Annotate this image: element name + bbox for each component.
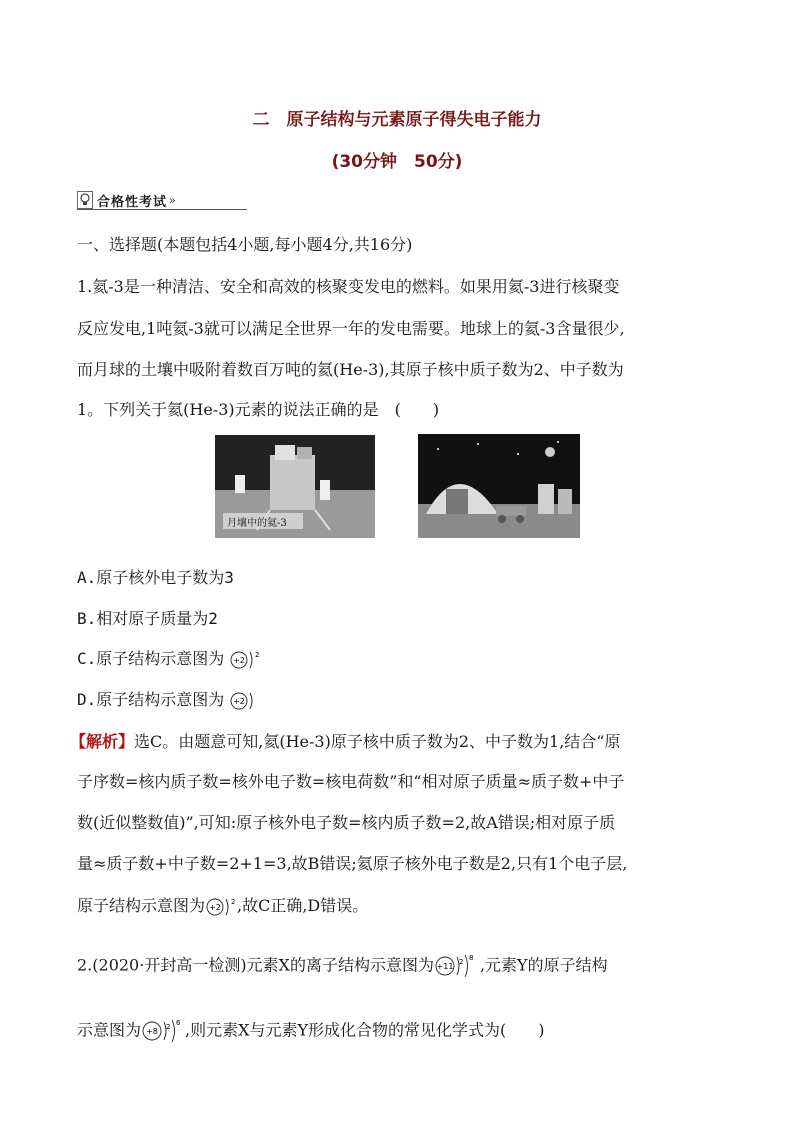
helium-atom-diagram-d xyxy=(229,689,259,713)
sodium-ion-diagram xyxy=(434,950,480,982)
x-nucleus: +11 xyxy=(436,962,454,971)
diagram-analysis-nucleus: +2 xyxy=(209,902,221,912)
helium-atom-diagram-analysis xyxy=(205,895,237,919)
exam-tag xyxy=(77,190,176,210)
analysis-line-4: 量≈质子数+中子数=2+1=3,故B错误;氦原子核外电子数是2,只有1个电子层, xyxy=(77,854,628,873)
lunar-lander-photo xyxy=(215,435,375,538)
option-c-text: C.原子结构示意图为 xyxy=(77,649,225,668)
diagram-analysis-electrons: 2 xyxy=(231,897,236,906)
time-score: (30分钟 50分) xyxy=(331,152,463,172)
q2-text-1a: 2.(2020·开封高一检测)元素X的离子结构示意图为 xyxy=(77,955,434,975)
photo-caption: 月壤中的氦-3 xyxy=(227,518,287,529)
q1-line-3: 而月球的土壤中吸附着数百万吨的氦(He-3),其原子核中质子数为2、中子数为 xyxy=(77,360,624,379)
part-heading: 一、选择题(本题包括4小题,每小题4分,共16分) xyxy=(77,235,413,254)
oxygen-atom-diagram xyxy=(141,1015,185,1047)
lightbulb-icon xyxy=(77,191,93,209)
option-b: B.相对原子质量为2 xyxy=(77,609,218,628)
option-d-text: D.原子结构示意图为 xyxy=(77,690,225,709)
q2-text-1b: ,元素Y的原子结构 xyxy=(479,955,608,975)
q2-text-2b: ,则元素X与元素Y形成化合物的常见化学式为( ) xyxy=(185,1020,545,1040)
option-c xyxy=(77,646,261,672)
q1-line-2: 反应发电,1吨氦-3就可以满足全世界一年的发电需要。地球上的氦-3含量很少, xyxy=(77,319,625,338)
q1-line-1: 1.氦-3是一种清洁、安全和高效的核聚变发电的燃料。如果用氦-3进行核聚变 xyxy=(77,277,620,296)
q1-line-4: 1。下列关于氦(He-3)元素的说法正确的是 ( ) xyxy=(77,400,440,419)
diagram-c-electrons: 2 xyxy=(255,650,260,659)
analysis-text-5b: ,故C正确,D错误。 xyxy=(237,896,369,915)
moon-base-photo xyxy=(418,434,580,538)
x-shell-2: 8 xyxy=(468,954,474,962)
x-shell-1: 2 xyxy=(458,958,464,966)
y-nucleus: +8 xyxy=(146,1027,158,1036)
option-d xyxy=(77,687,259,713)
q2-text-2a: 示意图为 xyxy=(77,1020,142,1040)
diagram-c-nucleus: +2 xyxy=(233,655,246,665)
analysis-text-1: 选C。由题意可知,氦(He-3)原子核中质子数为2、中子数为1,结合“原 xyxy=(134,732,621,751)
analysis-line-1 xyxy=(70,729,620,752)
q2-line-2 xyxy=(77,1015,545,1047)
option-a: A.原子核外电子数为3 xyxy=(77,568,234,587)
analysis-label: 【解析】 xyxy=(70,732,135,751)
analysis-text-5a: 原子结构示意图为 xyxy=(77,896,206,915)
analysis-line-2: 子序数=核内质子数=核外电子数=核电荷数”和“相对原子质量≈质子数+中子 xyxy=(77,772,625,791)
tag-arrow: » xyxy=(169,193,176,207)
tag-label: 合格性考试 xyxy=(97,194,168,210)
analysis-line-5 xyxy=(77,893,368,919)
analysis-line-3: 数(近似整数值)”,可知:原子核外电子数=核内质子数=2,故A错误;相对原子质 xyxy=(77,813,616,832)
section-title: 二 原子结构与元素原子得失电子能力 xyxy=(252,110,542,130)
tag-underline xyxy=(77,209,247,210)
q2-line-1 xyxy=(77,950,608,982)
y-shell-1: 2 xyxy=(166,1023,171,1031)
diagram-d-nucleus: +2 xyxy=(233,696,246,706)
helium-atom-diagram-c xyxy=(229,648,261,672)
y-shell-2: 6 xyxy=(176,1019,181,1027)
